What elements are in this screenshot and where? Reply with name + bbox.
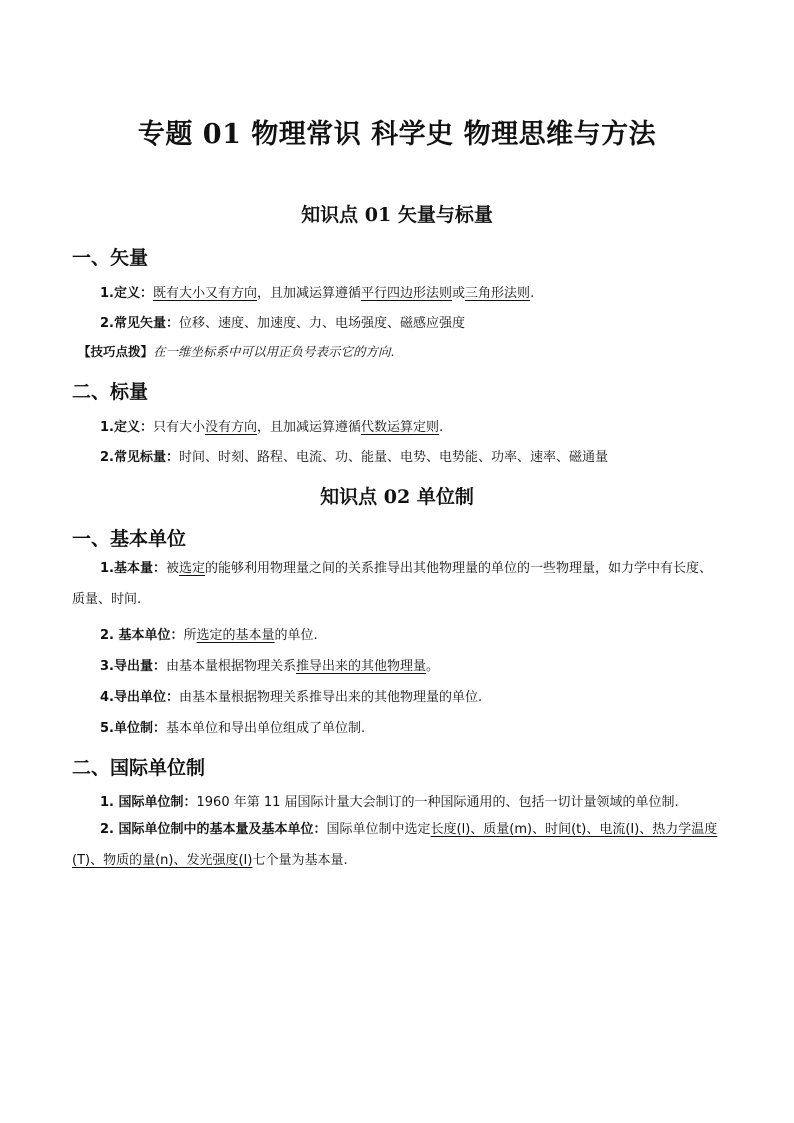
label: 3.导出量： <box>100 659 166 674</box>
kp2-s1-line2 <box>100 624 318 643</box>
label: 1.基本量： <box>100 561 166 576</box>
kp2-s1-line5 <box>100 717 365 736</box>
kp2-heading: 知识点 02 单位制 <box>320 486 474 508</box>
text: 被 <box>165 561 179 576</box>
text: 只有大小 <box>152 420 205 435</box>
kp2-s2-line1 <box>100 791 679 810</box>
text: 1960 年第 11 届国际计量大会制订的一种国际通用的、包括一切计量领域的单位制. <box>196 795 679 810</box>
text: . <box>530 286 535 301</box>
kp1-s1-heading: 一、矢量 <box>72 247 149 269</box>
tip-label: 【技巧点拨】 <box>78 344 154 359</box>
underlined-term: 选定的基本量 <box>196 628 275 643</box>
kp2-s1-line4 <box>100 686 482 705</box>
kp2-s2-line2 <box>72 814 722 876</box>
underlined-term: 没有方向 <box>205 420 258 435</box>
label: 2. 基本单位： <box>100 628 184 643</box>
label: 1.定义： <box>100 420 153 435</box>
text: 由基本量根据物理关系推导出来的其他物理量的单位. <box>178 690 483 705</box>
kp1-s1-line2 <box>100 312 465 331</box>
underlined-term: 推导出来的其他物理量 <box>296 659 427 674</box>
kp1-s2-heading: 二、标量 <box>72 381 149 403</box>
kp1-s2-line1 <box>100 416 443 435</box>
underlined-term: 选定 <box>179 561 206 576</box>
text: 位移、速度、加速度、力、电场强度、磁感应强度 <box>178 316 465 331</box>
tip-box <box>78 342 395 360</box>
underlined-term: 既有大小又有方向 <box>152 286 257 301</box>
kp2-s1-line1 <box>72 553 722 615</box>
text: 时间、时刻、路程、电流、功、能量、电势、电势能、功率、速率、磁通量 <box>178 450 608 465</box>
underlined-term: 代数运算定则 <box>361 420 440 435</box>
label: 2.常见矢量： <box>100 316 179 331</box>
underlined-term: 平行四边形法则 <box>361 286 453 301</box>
text: ，且加减运算遵循 <box>257 286 362 301</box>
kp1-s1-line1 <box>100 282 534 301</box>
kp2-s1-heading: 一、基本单位 <box>72 528 187 550</box>
underlined-term: 三角形法则 <box>465 286 531 301</box>
text: 基本单位和导出单位组成了单位制. <box>165 721 366 736</box>
label: 1. 国际单位制： <box>100 795 197 810</box>
label: 2. 国际单位制中的基本量及基本单位： <box>100 822 327 837</box>
underlined-term: 长度(l)、质量(m)、时间(t)、电流(I)、热力学温度(T)、物质的量(n)、发光强度(I) <box>72 822 718 868</box>
text: 或 <box>452 286 466 301</box>
page-title: 专题 01 物理常识 科学史 物理思维与方法 <box>137 119 657 150</box>
text: 的能够利用物理量之间的关系推导出其他物理量的单位的一些物理量，如力学中有长度、质量、时间. <box>72 561 713 607</box>
text: . <box>439 420 444 435</box>
kp2-s2-heading: 二、国际单位制 <box>72 757 206 779</box>
label: 2.常见标量： <box>100 450 179 465</box>
text: 的单位. <box>274 628 318 643</box>
label: 5.单位制： <box>100 721 166 736</box>
kp1-heading: 知识点 01 矢量与标量 <box>301 204 493 226</box>
text: ，且加减运算遵循 <box>257 420 362 435</box>
text: 。 <box>426 659 440 674</box>
label: 1.定义： <box>100 286 153 301</box>
tip-text: 在一维坐标系中可以用正负号表示它的方向. <box>153 344 395 359</box>
text: 七个量为基本量. <box>252 853 348 868</box>
kp2-s1-line3 <box>100 655 439 674</box>
text: 所 <box>183 628 197 643</box>
text: 国际单位制中选定 <box>326 822 431 837</box>
kp1-s2-line2 <box>100 446 608 465</box>
text: 由基本量根据物理关系 <box>165 659 296 674</box>
label: 4.导出单位： <box>100 690 179 705</box>
